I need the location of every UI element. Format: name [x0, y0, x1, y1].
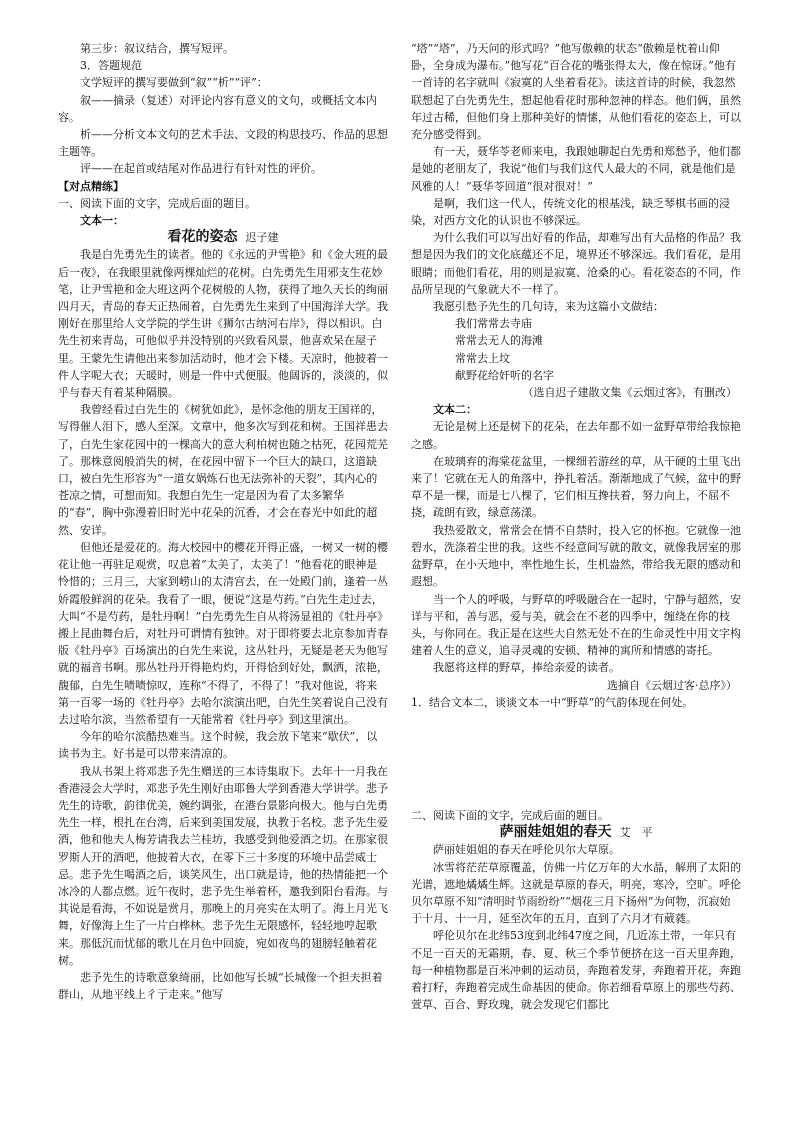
article-one-paragraph: 我是白先勇先生的读者。他的《永远的尹雪艳》和《金大班的最后一夜》，在我眼里就像两棵灿烂的花树。白先勇先生用邪支生花妙笔，让尹雪艳和金大班这两个花树般的人物，获得了地久天长的绚丽四月天，青岛的春天正热闹着，白先勇先生来到了中国海洋大学。我刚好在那里给人文学院的学生讲《狮尔古纳河右岸》，得以相识。白先生初来青岛，可他似乎并没特别的兴致看风景，他喜欢呆在屋子里。王蒙先生请他出来参加活动时，他才会下楼。天凉时，他披着一件人字呢大衣；天暖时，则是一件中式便服。他阔诉的，淡淡的，似乎与春天有着某种隔膜。 — [58, 248, 388, 400]
article-one-paragraph: 我愿引愁予先生的几句诗，来为这篇小文做结： — [433, 300, 664, 314]
article-three-title: 萨丽娃姐姐的春天 — [499, 824, 612, 841]
answer-space — [411, 711, 741, 807]
article-one-paragraph: 是啊，我们这一代人，传统文化的根基浅，缺乏琴棋书画的浸染，对西方文化的认识也不够深远。 — [411, 196, 730, 228]
article-three-paragraph: 冰雪将茫茫草原覆盖，仿佛一片亿万年的大水晶，解刑了太阳的光谱，遮地燏燏生辉。这就是草原的春天，明亮，寒冷，空旷。呼伦贝尔草原不知“清明时节雨纷纷”“烟花三月下扬州”为何物，沉寂始于十月、十一月，延至次年的五月，直到了六月才有葳蕤。 — [411, 860, 741, 926]
question-one: 1．结合文本二，谈谈文本一中“野草”的气韵体现在何处。 — [411, 695, 694, 709]
article-two-paragraph: 我热爱散文，常常会在情不自禁时，投入它的怀抱。它就像一池碧水，洗涤着尘世的我。这些不经意间写就的散文，就像我居室的那盆野草，在小天地中，率性地生长，生机盎然，带给我无限的感动和遐想。 — [411, 523, 741, 589]
text-two-label: 文本二： — [433, 403, 477, 417]
article-three-paragraph: 萨丽娃姐姐的春天在呼伦贝尔大草原。 — [433, 843, 620, 857]
article-two-paragraph: 当一个人的呼吸，与野草的呼吸融合在一起时，宁静与超然，安详与平和，善与恶，爱与美，就会在不老的四季中，缠绕在你的枝头，与你同在。我正是在这些大自然无处不在的生命灵性中用文字构建着人生的意义，追寻灵魂的安顿、精神的寓所和情感的寄托。 — [411, 592, 741, 658]
poem-line: 我们常常去寺庙 — [455, 317, 532, 331]
norm-analyze: 析——分析文本文句的艺术手法、文段的构思技巧、作品的思想主题等。 — [58, 128, 388, 159]
article-one-title: 看花的姿态 — [167, 229, 238, 246]
poem-line: 献野花给奸听的名字 — [455, 368, 554, 382]
article-three-paragraph: 呼伦贝尔在北纬53度到北纬47度之间，几近冻土带，一年只有不足一百天的无霜期，春、夏、秋三个季节便挤在这一百天里奔跑，每一种植物都是百米冲刺的运动员，奔跑着发芽，奔跑着开花，奔跑着打籽，奔跑着完成生命基因的使命。你若细看草原上的那些芍药、萱草、百合、野玫瑰，就会发现它们都比 — [411, 929, 741, 1012]
practice-heading: 【对点精练】 — [58, 179, 124, 193]
left-column — [58, 40, 388, 1003]
article-one-paragraph: 悲予先生的诗歌意象绮丽，比如他写长城“长城像一个担夫担着群山，从地平线上彳亍走来。”他写 — [58, 970, 383, 1002]
answer-norms-heading: 3．答题规范 — [80, 59, 142, 73]
poem-line: 常常去上坟 — [455, 351, 510, 365]
question-one-intro: 一、阅读下面的文字，完成后面的题目。 — [58, 196, 256, 210]
article-one-paragraph: 今年的哈尔滨酷热难当。这个时候，我会放下笔来“歇伏”，以读书为主。好书是可以带来清凉的。 — [58, 730, 378, 761]
norm-narrate: 叙——摘录（复述）对评论内容有意义的文句，或概括文本内容。 — [58, 93, 377, 124]
article-two-source: 选摘自《云烟过客·总序》） — [607, 678, 737, 692]
poem-line: 常常去无人的海滩 — [455, 334, 543, 348]
article-three-title-line — [411, 824, 741, 841]
norm-evaluate: 评——在起首或结尾对作品进行有针对性的评价。 — [80, 162, 322, 176]
article-two-paragraph: 在玻璃弃的海棠花盆里，一棵细若游丝的草，从干硬的土里飞出来了！它就在无人的角落中，挣扎着活。渐渐地成了气候，盆中的野草不是一棵，而是七八棵了，它们相互搀扶着，努力向上，不屈不挠，疏朗有致，绿意荡漾。 — [411, 454, 741, 520]
question-two-intro: 二、阅读下面的文字，完成后面的题目。 — [411, 808, 609, 822]
right-column — [411, 40, 741, 1013]
text-one-label: 文本一： — [80, 214, 124, 228]
article-two-paragraph: 我愿将这样的野草，捧给亲爱的读者。 — [433, 661, 620, 675]
article-one-source: （选自迟子建散文集《云烟过客》，有删改） — [522, 386, 737, 400]
step-three: 第三步：叙议结合，撰写短评。 — [80, 42, 234, 55]
article-one-author: 迟子建 — [245, 231, 279, 245]
article-one-title-line — [58, 229, 388, 246]
article-one-paragraph: “塔”“塔”，乃天问的形式吗？”他写傲赖的状态“傲赖是枕着山仰卧，全身成为瀑布。”他写花“百合花的嘴张得太大，像在惊讶。”他有一首诗的名字就叫《寂寞的人坐着看花》。读这首诗的时候，我忽然联想起了白先勇先生，想起他看花时那种忽神的样态。他们俩，虽然年过古稀，但他们身上那种美好的情愫，从他们看花的姿态上，可以充分感受得到。 — [411, 42, 741, 142]
article-one-paragraph: 我曾经看过白先生的《树犹如此》，是怀念他的朋友王国祥的，写得催人泪下，感人至深。文章中，他多次写到花和树。王国祥患去了，白先生家花园中的一棵高大的意大利柏树也随之枯死，花园荒芜了。那株意阅般消失的树，在花园中留下一个巨大的缺口，这道缺口，被白先生形容为“一道女娲炼石也无法弥补的天裂”，其内心的苍凉之情，可想而知。我想白先生一定是因为看了太多繁华的“春”，胸中弥漫着旧时光中花朵的沉香，才会在春光中如此的超然、安详。 — [58, 403, 388, 537]
article-one-paragraph: 但他还是爱花的。海大校园中的樱花开得正盛，一树又一树的樱花让他一再驻足观赏，叹息着“太美了，太美了！”他看花的眼神是怜惜的；三月三，大家到崂山的太清宫去，在一处殿门前，逢着一丛娇霞般鲜润的花朵。我看了一眼，便说“这是芍药。”白先生走过去，大叫“不是芍药，是牡丹啊！”白先勇先生自从将汤显祖的《牡丹亭》搬上昆曲舞台后，对牡丹可谓情有独钟。对于即将要去北京参加青春版《牡丹亭》百场演出的白先生来说，这丛牡丹，无疑是老天为他写就的福音书啊。那丛牡丹开得艳灼灼，开得恰到好处，飘洒，浓艳，馥郁，白先生啧啧惊叹，连称“不得了，不得了！”我对他说，将来第一百零一场的《牡丹亭》去哈尔滨演出吧，白先生笑着说自己没有去过哈尔滨，当然希望有一天能常着《牡丹亭》到这里演出。 — [58, 540, 388, 726]
article-one-paragraph: 我从书架上将邓悲予先生赠送的三本诗集取下。去年十一月我在香港浸会大学时，邓悲予先生刚好由耶鲁大学到香港大学讲学。悲予先生的诗歌，韵律优美，婉约调张，在港台景影向极大。他与白先勇先生一样，根扎在台湾，后来到美国发展，执教于名校。悲予先生爱酒，他和他夫人梅芳请我去兰桂坊，我感受到他爱酒之切。在那家很罗斯人开的酒吧，他披着大衣，在零下三十多度的环境中品尝威士忌。悲予先生喝酒之后，谈笑风生，出口就是诗，他的热情能把一个冰冷的人都点燃。近午夜时，悲予先生举着杯，邀我到阳台看海。与其说是看海，不如说是赏月，那晚上的月亮实在太明了。海上月光飞舞，好像海上生了一片白桦林。悲予先生无限感怀，轻轻地哼起歌来。那低沉而忧郁的歌儿在月色中回旋，宛如夜鸟的翅膀轻触着花树。 — [58, 764, 388, 967]
norms-intro: 文学短评的撰写要做到“叙”“析”“评”： — [80, 76, 268, 90]
article-three-author: 艾 平 — [619, 826, 653, 840]
article-one-paragraph: 有一天，聂华苓老师来电，我跟她聊起白先勇和郑愁予，他们都是她的老朋友了，我说“他们与我们这代人最大的不同，就是他们是风雅的人！”聂华苓回道“很对很对！” — [411, 145, 741, 193]
article-one-paragraph: 为什么我们可以写出好看的作品，却难写出有大品格的作品？我想是因为我们的文化底蕴还不足，境界还不够深远。我们看花，是用眼睛；而他们看花，用的则是寂寞、沧桑的心。看花姿态的不同，作品所呈现的气象就大不一样了。 — [411, 231, 741, 296]
article-two-paragraph: 无论是树上还是树下的花朵，在去年都不如一盆野草带给我惊艳之感。 — [411, 420, 741, 451]
